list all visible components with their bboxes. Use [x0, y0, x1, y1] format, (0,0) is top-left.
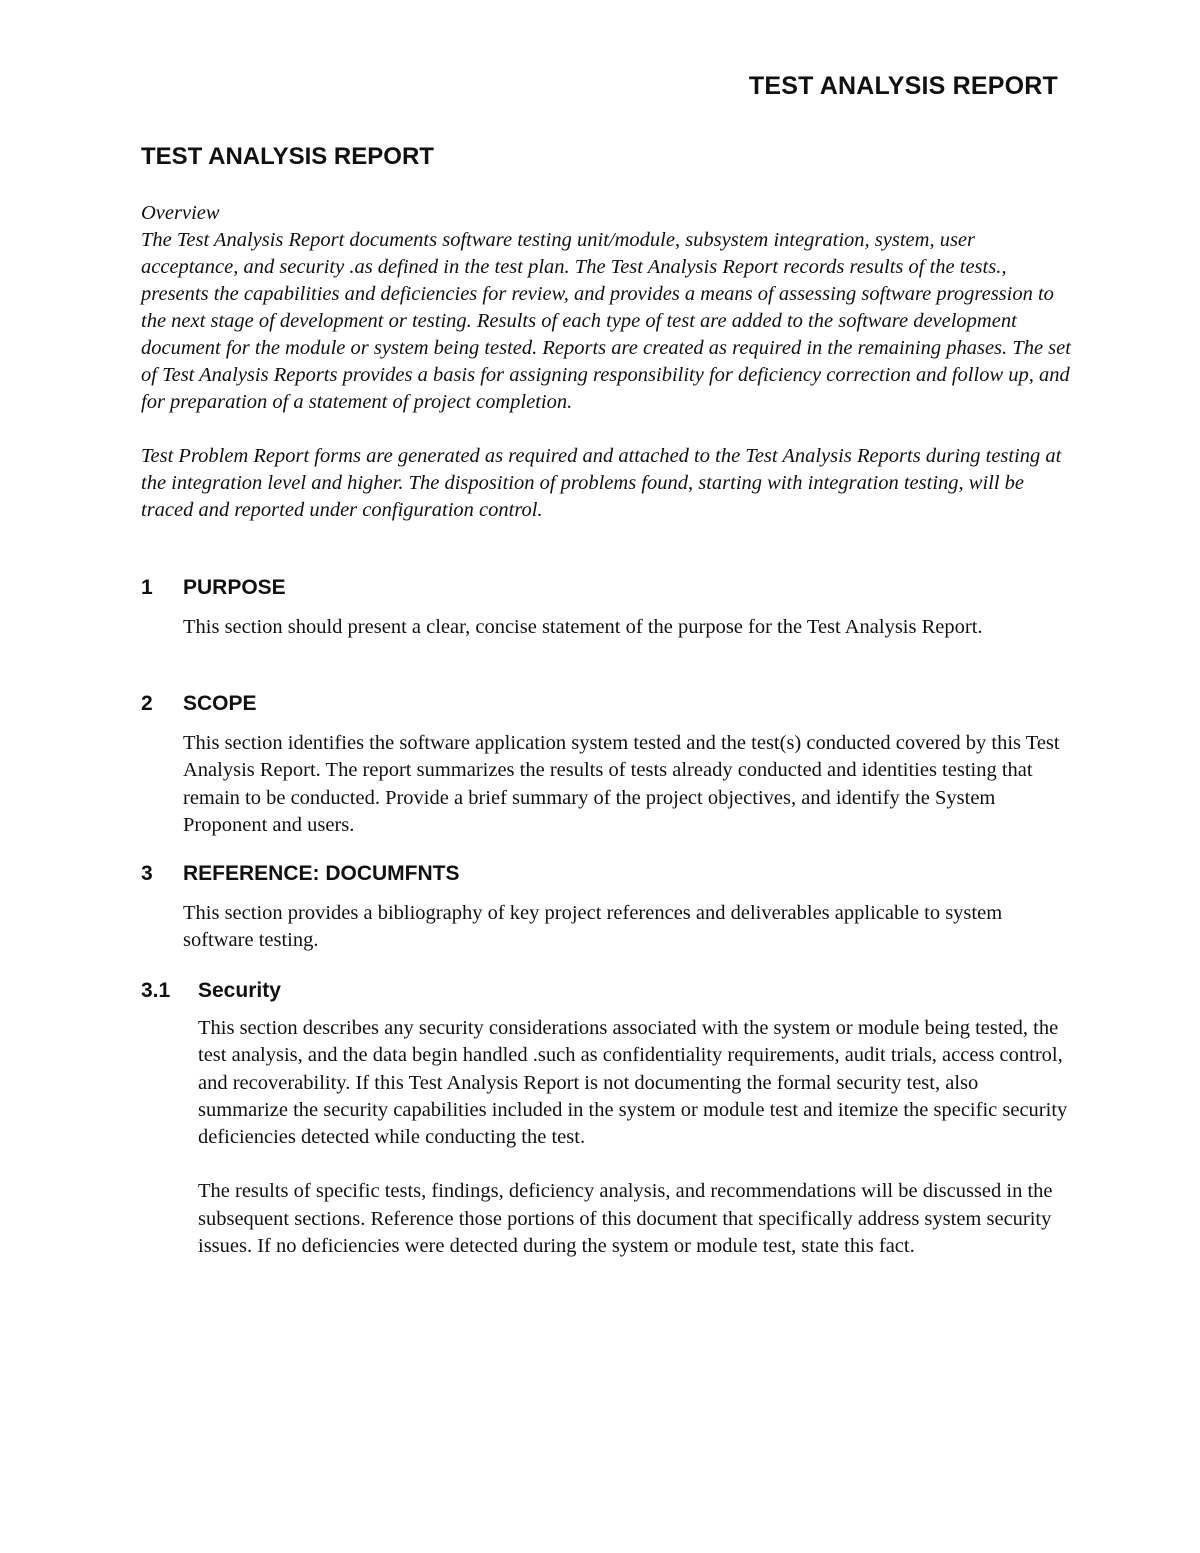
section-number: 3.1 — [141, 979, 171, 1002]
section-title: SCOPE — [183, 692, 257, 715]
section-heading — [141, 574, 1071, 602]
section-title: REFERENCE: DOCUMFNTS — [183, 862, 460, 885]
section-number: 2 — [141, 692, 153, 715]
section-security — [141, 977, 1071, 1260]
overview-paragraph-1: The Test Analysis Report documents software testing unit/module, subsystem integration, system, user acceptance, and security .as defined in the test plan. The Test Analysis Report records results of the tests., presents the capabilities and deficiencies for review, and provides a means of assessing software progression to the next stage of development or testing. Results of each type of test are added to the software development document for the module or system being tested. Reports are created as required in the remaining phases. The set of Test Analysis Reports provides a basis for assigning responsibility for deficiency correction and follow up, and for preparation of a statement of project completion. — [141, 229, 1071, 413]
section-heading — [141, 860, 1071, 888]
overview-label: Overview — [141, 202, 220, 224]
section-reference-documents — [141, 860, 1071, 955]
running-header: TEST ANALYSIS REPORT — [748, 72, 1058, 100]
section-number: 3 — [141, 862, 153, 885]
section-title: PURPOSE — [183, 576, 286, 599]
section-heading — [141, 977, 1071, 1005]
section-body: This section provides a bibliography of key project references and deliverables applicable to system software testing. — [183, 902, 1003, 952]
section-heading — [141, 690, 1071, 718]
section-title: Security — [198, 979, 281, 1002]
section-body-paragraph-2: The results of specific tests, findings, deficiency analysis, and recommendations will be discussed in the subsequent sections. Reference those portions of this document that specifically address system security issues. If no deficiencies were detected during the system or module test, state this fact. — [198, 1180, 1053, 1258]
section-body: This section identifies the software application system tested and the test(s) conducted covered by this Test Analysis Report. The report summarizes the results of tests already conducted and identities testing that remain to be conducted. Provide a brief summary of the project objectives, and identify the System Proponent and users. — [183, 732, 1060, 836]
section-scope — [141, 690, 1071, 839]
page-title: TEST ANALYSIS REPORT — [141, 143, 434, 170]
section-purpose — [141, 574, 1071, 641]
overview-paragraph-2: Test Problem Report forms are generated as required and attached to the Test Analysis Reports during testing at the integration level and higher. The disposition of problems found, starting with integration testing, will be traced and reported under configuration control. — [141, 445, 1062, 521]
section-body-paragraph-1: This section describes any security considerations associated with the system or module being tested, the test analysis, and the data begin handled .such as confidentiality requirements, audit trials, access control, and recoverability. If this Test Analysis Report is not documenting the formal security test, also summarize the security capabilities included in the system or module test and itemize the specific security deficiencies detected while conducting the test. — [198, 1017, 1068, 1149]
section-number: 1 — [141, 576, 153, 599]
section-body: This section should present a clear, concise statement of the purpose for the Test Analysis Report. — [183, 616, 983, 638]
overview-block — [141, 200, 1071, 524]
